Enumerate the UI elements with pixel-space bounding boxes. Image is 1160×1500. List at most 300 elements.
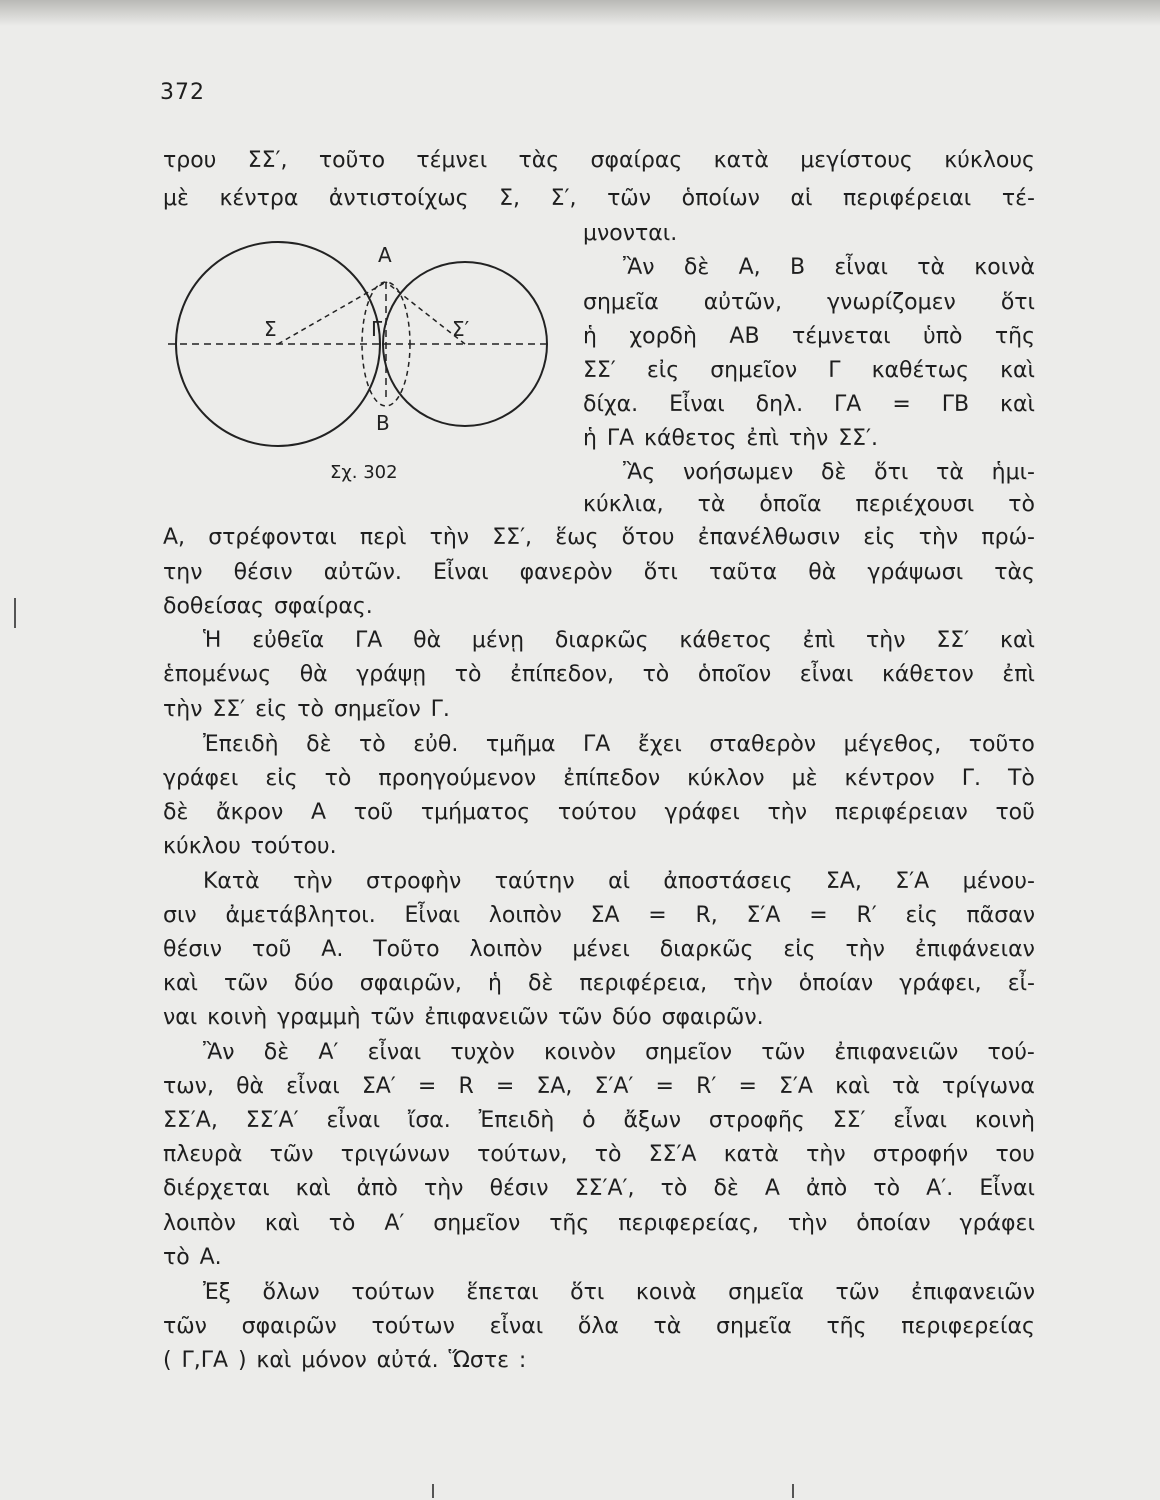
text-line	[163, 1138, 1035, 1172]
word: περιέχουσι	[855, 492, 975, 517]
word: ἕως	[555, 525, 599, 550]
word: θέσιν	[233, 560, 293, 585]
word: δὲ	[821, 460, 847, 485]
word: στρέφονται	[208, 525, 337, 550]
word: Σ′Α	[895, 869, 930, 894]
word: φανερὸν	[519, 560, 613, 585]
word: εἶναι	[893, 1108, 947, 1133]
word: δὲ	[527, 971, 554, 996]
word: τὰ	[917, 255, 945, 280]
word: ὁποίαν	[856, 1211, 931, 1236]
word: τὸ	[642, 662, 670, 687]
word: λοιπὸν	[163, 1211, 236, 1236]
word: γνωρίζομεν	[827, 290, 956, 315]
word: τοῦ	[353, 800, 394, 825]
word: τοῦ	[995, 800, 1035, 825]
word: ἀπὸ	[356, 1176, 398, 1201]
word: θέσιν	[489, 1176, 549, 1201]
word: =	[655, 1074, 674, 1099]
label-sigma: Σ	[264, 317, 277, 341]
word: ἐπίπεδον,	[510, 662, 614, 687]
word: θὰ	[413, 628, 442, 653]
word: εἶναι	[326, 1108, 381, 1133]
text-line	[583, 217, 1035, 251]
text-line	[163, 933, 1035, 967]
word: γράψωσι	[867, 560, 964, 585]
word: δὲ	[683, 255, 710, 280]
word: θέσιν	[163, 937, 223, 962]
word: ἡ	[487, 971, 502, 996]
word: Εἶναι	[669, 392, 725, 417]
word: Ἂν	[623, 255, 655, 280]
word: ΣΑ	[590, 903, 620, 928]
word: μεγίστους	[800, 148, 913, 173]
text-line	[163, 1344, 1035, 1378]
word: τῆς	[826, 1314, 867, 1339]
word: ΣΣ′	[583, 358, 616, 383]
word: =	[648, 903, 667, 928]
word: )	[237, 1348, 247, 1373]
word: τῆς	[994, 324, 1035, 349]
word: μέγεθος,	[843, 732, 942, 757]
word: ὅτι	[643, 560, 678, 585]
word: στροφῆς	[708, 1108, 805, 1133]
word: ἐπὶ	[1002, 662, 1035, 687]
word: δὲ	[306, 732, 332, 757]
text-line	[583, 456, 1035, 490]
word: Α.	[321, 937, 344, 962]
word: ἐπιφανειῶν	[911, 1280, 1035, 1305]
word: τὸ	[873, 1176, 901, 1201]
word: R	[458, 1074, 474, 1099]
word: τὴν	[806, 1142, 846, 1167]
word: εἰς	[783, 937, 816, 962]
word: Α	[310, 800, 327, 825]
word: ταύτην	[494, 869, 575, 894]
word: σημεῖον	[710, 358, 798, 383]
word: (	[163, 1348, 172, 1373]
word: κοινὰ	[635, 1280, 697, 1305]
word: ΣΑ,	[536, 1074, 573, 1099]
word: ἐπὶ	[746, 426, 779, 451]
word: ὑπὸ	[922, 324, 963, 349]
word: σημεῖα	[583, 290, 659, 315]
word: δύο	[612, 1005, 652, 1030]
text-line	[163, 556, 1035, 590]
word: δὲ	[713, 1176, 739, 1201]
word: καὶ	[256, 1348, 292, 1373]
scan-mark	[14, 598, 16, 628]
word: ἕπεται	[466, 1280, 539, 1305]
word: ὁποῖα	[759, 492, 822, 517]
text-line	[163, 1001, 1035, 1035]
word: R′	[696, 1074, 717, 1099]
word: τὴν	[293, 869, 333, 894]
word: εἰς	[255, 697, 288, 722]
word: στροφήν	[872, 1142, 969, 1167]
word: τὸ	[359, 732, 386, 757]
word: σφαιρῶν,	[359, 971, 462, 996]
word: τούτων	[371, 1314, 455, 1339]
word: ἡ	[583, 324, 597, 349]
page-number: 372	[160, 80, 205, 105]
word: ἑπομένως	[163, 662, 272, 687]
word: Τοῦτο	[373, 937, 440, 962]
word: τὸ	[324, 766, 352, 791]
word: ὅλων	[262, 1280, 320, 1305]
word: ΑΒ	[729, 324, 760, 349]
word: προηγούμενον	[378, 766, 537, 791]
word: τὰς	[994, 560, 1035, 585]
text-line	[163, 1310, 1035, 1344]
word: τὸ	[297, 697, 324, 722]
word: διέρχεται	[163, 1176, 270, 1201]
word: μνονται.	[583, 221, 678, 246]
word: τέμνεται	[792, 324, 891, 349]
word: καὶ	[1000, 392, 1035, 417]
word: τούτου.	[250, 834, 337, 859]
word: Εἶναι	[979, 1176, 1035, 1201]
word: ΣΣ′	[936, 628, 970, 653]
text-line	[583, 388, 1035, 422]
word: τὰ	[892, 1074, 920, 1099]
word: ὁποίαν	[798, 971, 874, 996]
word: τυχὸν	[450, 1040, 515, 1065]
word: Α,	[738, 255, 761, 280]
word: Σ′Α′	[594, 1074, 634, 1099]
word: ΓΑ	[606, 426, 635, 451]
text-line	[163, 144, 1035, 178]
word: Β	[789, 255, 806, 280]
word: σταθερὸν	[709, 732, 817, 757]
word: κάθετος	[679, 628, 772, 653]
word: ΣΣ′	[832, 1108, 866, 1133]
word: τὰ	[936, 460, 964, 485]
word: εἰς	[905, 903, 938, 928]
text-line	[163, 728, 1035, 762]
text-line	[163, 830, 1035, 864]
word: εἶναι	[834, 255, 888, 280]
text-line	[163, 658, 1035, 692]
word: ἐπανέλθωσιν	[697, 525, 841, 550]
word: περιφερείας	[901, 1314, 1035, 1339]
word: τὸ	[1008, 492, 1035, 517]
text-line	[163, 899, 1035, 933]
word: κέντρον	[844, 766, 935, 791]
word: τοῦτο	[968, 732, 1035, 757]
word: τρίγωνα	[941, 1074, 1035, 1099]
word: σημεῖα	[728, 1280, 804, 1305]
word: τὴν	[733, 971, 773, 996]
word: ἀμετάβλητοι.	[225, 903, 376, 928]
text-line	[163, 624, 1035, 658]
word: Κατὰ	[203, 869, 260, 894]
word: τέ-	[1001, 186, 1035, 211]
word: εἶναι	[286, 1074, 340, 1099]
word: ΣΣ′	[212, 697, 246, 722]
word: ΣΣ′,	[247, 148, 288, 173]
word: αὐτῶν,	[703, 290, 782, 315]
word: Ὥστε	[448, 1348, 509, 1373]
text-line	[163, 1070, 1035, 1104]
word: σημεῖον	[433, 1211, 521, 1236]
word: κύκλον	[687, 766, 765, 791]
word: μὲ	[163, 186, 189, 211]
word: τῶν	[761, 1040, 806, 1065]
word: :	[518, 1348, 527, 1373]
word: τούτων,	[477, 1142, 568, 1167]
word: τὸ	[328, 1211, 356, 1236]
word: εὐθεῖα	[252, 628, 325, 653]
figure-caption: Σχ. 302	[330, 462, 398, 483]
word: τὰ	[697, 492, 726, 517]
word: εὐθ.	[413, 732, 459, 757]
word: τούτου	[557, 800, 637, 825]
text-line	[163, 967, 1035, 1001]
word: Σ′,	[550, 186, 577, 211]
word: τὴν	[845, 937, 885, 962]
word: ὅτου	[621, 525, 675, 550]
word: Σ′Α	[779, 1074, 813, 1099]
word: χορδὴ	[629, 324, 697, 349]
word: κύκλου	[163, 834, 241, 859]
word: σφαίρας.	[273, 594, 373, 619]
word: περιφερείας,	[618, 1211, 759, 1236]
word: πᾶσαν	[966, 903, 1035, 928]
text-line	[163, 1036, 1035, 1070]
word: ΣΣ′,	[492, 525, 533, 550]
label-sigma-prime: Σ′	[452, 317, 470, 341]
word: ἐπιφανειῶν	[424, 1005, 549, 1030]
word: ΣΑ′	[361, 1074, 396, 1099]
word: δύο	[294, 971, 334, 996]
word: Εἶναι	[404, 903, 461, 928]
word: εἰς	[646, 358, 680, 383]
word: λοιπὸν	[469, 937, 543, 962]
word: τού-	[987, 1040, 1035, 1065]
word: τὴν	[767, 800, 807, 825]
word: ἀπὸ	[806, 1176, 848, 1201]
word: ὁ	[582, 1108, 596, 1133]
word: μόνον	[301, 1348, 367, 1373]
word: τοῦτο	[318, 148, 386, 173]
word: ὅτι	[570, 1280, 605, 1305]
word: εἶ-	[1007, 971, 1035, 996]
word: πρώ-	[981, 525, 1035, 550]
word: δὲ	[163, 800, 189, 825]
word: σφαιρῶν	[241, 1314, 337, 1339]
text-line	[583, 251, 1035, 285]
text-line	[163, 1276, 1035, 1310]
word: περιφέρειαι	[843, 186, 972, 211]
word: ΓΒ	[941, 392, 970, 417]
word: ὅτι	[874, 460, 909, 485]
word: εἶναι	[489, 1314, 544, 1339]
word: περὶ	[359, 525, 407, 550]
word: Γ.	[430, 697, 450, 722]
text-line	[163, 865, 1035, 899]
word: γράψῃ	[356, 662, 427, 687]
word: τῶν	[558, 1005, 603, 1030]
word: τῶν	[163, 1314, 207, 1339]
word: ἐπιφανειῶν	[834, 1040, 959, 1065]
text-line	[583, 320, 1035, 354]
word: κατὰ	[713, 148, 769, 173]
word: αἱ	[790, 186, 813, 211]
word: πλευρὰ	[163, 1142, 243, 1167]
word: ὅλα	[577, 1314, 619, 1339]
word: ΓΑ	[583, 732, 611, 757]
word: ΣΣ′Α,	[163, 1108, 218, 1133]
word: σημεῖον	[333, 697, 421, 722]
word: ἐπίπεδον	[563, 766, 661, 791]
word: μένῃ	[471, 628, 525, 653]
word: γραμμὴ	[277, 1005, 361, 1030]
word: Ἡ	[203, 628, 222, 653]
word: τῆς	[549, 1211, 590, 1236]
word: ἐπιφάνειαν	[914, 937, 1035, 962]
word: των,	[163, 1074, 214, 1099]
word: ταῦτα	[708, 560, 778, 585]
word: αὐτῶν.	[323, 560, 402, 585]
word: Α′	[318, 1040, 339, 1065]
word: τμήματος	[420, 800, 531, 825]
word: ΣΣ′.	[838, 426, 879, 451]
word: τῶν	[370, 1005, 415, 1030]
word: καθέτως	[871, 358, 969, 383]
word: τέμνει	[416, 148, 488, 173]
word: εἰς	[265, 766, 298, 791]
word: Γ,ΓΑ	[181, 1348, 229, 1373]
figure-302	[160, 228, 560, 460]
word: ἄκρον	[216, 800, 284, 825]
word: =	[495, 1074, 515, 1099]
word: τὴν	[423, 1176, 464, 1201]
word: τῶν	[607, 186, 652, 211]
word: τὰς	[518, 148, 560, 173]
word: τριγώνων	[340, 1142, 450, 1167]
word: νοήσωμεν	[683, 460, 794, 485]
word: τὸ	[594, 1142, 622, 1167]
word: τὸ	[163, 1245, 190, 1270]
label-b: B	[376, 411, 390, 435]
word: σφαιρῶν.	[661, 1005, 764, 1030]
word: κοινὴ	[207, 1005, 268, 1030]
word: σιν	[163, 903, 197, 928]
text-line	[163, 590, 1035, 624]
word: μὲ	[791, 766, 818, 791]
word: αὐτά.	[376, 1348, 439, 1373]
word: ΣΑ,	[825, 869, 862, 894]
word: τούτων	[351, 1280, 435, 1305]
word: Α	[764, 1176, 780, 1201]
word: τὰ	[653, 1314, 682, 1339]
word: μένει	[572, 937, 630, 962]
word: καὶ	[1000, 358, 1035, 383]
word: Σ,	[499, 186, 521, 211]
word: ἡ	[583, 426, 597, 451]
word: κοινὰ	[974, 255, 1035, 280]
word: κύκλια,	[583, 492, 664, 517]
word: =	[738, 1074, 757, 1099]
word: τρου	[163, 148, 217, 173]
word: ΓΑ	[354, 628, 383, 653]
word: Α,	[163, 525, 186, 550]
page-top-edge	[0, 0, 1160, 26]
word: στροφὴν	[365, 869, 462, 894]
scan-mark	[792, 1484, 794, 1498]
text-line	[163, 1207, 1035, 1241]
word: κοινὸν	[543, 1040, 616, 1065]
word: Ἂς	[623, 460, 656, 485]
word: =	[809, 903, 828, 928]
word: Α.	[199, 1245, 222, 1270]
word: σημεῖα	[716, 1314, 792, 1339]
word: γράφει	[163, 766, 239, 791]
word: τὸ	[454, 662, 482, 687]
word: Τὸ	[1007, 766, 1035, 791]
word: αἱ	[608, 869, 631, 894]
text-line	[163, 693, 1035, 727]
word: τὴν	[429, 525, 470, 550]
word: κοινὴ	[974, 1108, 1035, 1133]
word: γράφει	[959, 1211, 1035, 1236]
word: θὰ	[808, 560, 837, 585]
word: κάθετος	[644, 426, 737, 451]
label-a: A	[378, 243, 392, 267]
word: τὴν	[163, 697, 203, 722]
word: ὅτι	[1000, 290, 1035, 315]
word: θὰ	[299, 662, 328, 687]
word: καὶ	[835, 1074, 870, 1099]
word: εἶναι	[799, 662, 854, 687]
text-line	[583, 286, 1035, 320]
word: ἡμι-	[991, 460, 1035, 485]
word: τὴν	[918, 525, 959, 550]
word: Εἶναι	[432, 560, 489, 585]
word: Ἐπειδὴ	[203, 732, 279, 757]
word: τμῆμα	[485, 732, 556, 757]
word: Ἐπειδὴ	[478, 1108, 555, 1133]
word: κέντρα	[219, 186, 299, 211]
word: γράφει,	[899, 971, 982, 996]
word: καὶ	[163, 971, 198, 996]
word: ναι	[163, 1005, 198, 1030]
word: ἄξων	[623, 1108, 681, 1133]
word: περιφέρεια,	[579, 971, 708, 996]
word: ἀποστάσεις	[663, 869, 793, 894]
word: δίχα.	[583, 392, 639, 417]
word: τῶν	[224, 971, 268, 996]
text-line	[163, 1104, 1035, 1138]
word: Ἐξ	[203, 1280, 231, 1305]
word: ἴσα.	[407, 1108, 451, 1133]
word: τὸ	[660, 1176, 688, 1201]
word: ΓΑ	[834, 392, 862, 417]
word: καὶ	[295, 1176, 331, 1201]
word: διαρκῶς	[554, 628, 649, 653]
word: ΣΣ′Α	[648, 1142, 697, 1167]
word: κατὰ	[723, 1142, 779, 1167]
word: σφαίρας	[590, 148, 683, 173]
word: καὶ	[999, 628, 1035, 653]
word: εἰς	[863, 525, 896, 550]
word: =	[417, 1074, 437, 1099]
word: R,	[695, 903, 718, 928]
word: Α′.	[926, 1176, 954, 1201]
text-line	[163, 521, 1035, 555]
word: περιφέρειαν	[834, 800, 968, 825]
